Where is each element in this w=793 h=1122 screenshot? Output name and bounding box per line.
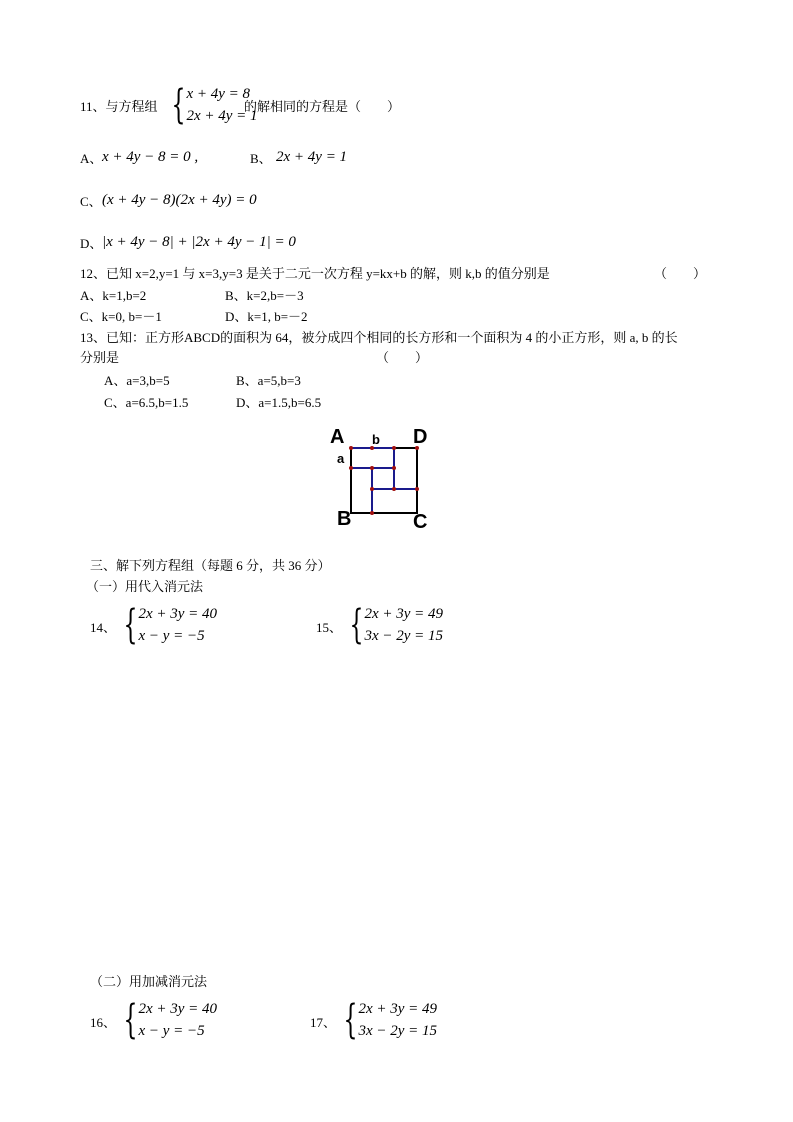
q13-option-d: D、a=1.5,b=6.5 — [236, 395, 322, 410]
q17-brace: { — [343, 997, 358, 1043]
q17-system — [332, 998, 437, 1042]
q15-brace: { — [349, 602, 364, 648]
q13-answer-paren: （ ） — [376, 350, 429, 365]
q17-eq2: 3x − 2y = 15 — [358, 1023, 438, 1039]
section3-sub1: （一）用代入消元法 — [86, 579, 204, 594]
q11-option-d: |x + 4y − 8| + |2x + 4y − 1| = 0 — [102, 234, 296, 250]
q11-option-d-label: D、 — [80, 236, 103, 251]
q13-stem-line1: 13、已知：正方形ABCD的面积为 64，被分成四个相同的长方形和一个面积为 4 的小正方形，则 a, b 的长 — [80, 330, 678, 345]
section3-title: 三、解下列方程组（每题 6 分，共 36 分） — [90, 558, 331, 573]
q17-eq1: 2x + 3y = 49 — [358, 1001, 438, 1017]
q12-option-c: C、k=0, b=－1 — [80, 309, 162, 324]
fig-label-A: A — [330, 426, 345, 448]
fig-label-D: D — [413, 426, 428, 448]
q14-eq1: 2x + 3y = 40 — [138, 606, 218, 622]
q12-option-d: D、k=1, b=－2 — [225, 309, 308, 324]
q13-option-a: A、a=3,b=5 — [104, 373, 170, 388]
q11-option-b-label: B、 — [250, 151, 272, 166]
q16-system — [112, 998, 217, 1042]
q14-eq2: x − y = −5 — [138, 628, 205, 644]
q11-option-c: (x + 4y − 8)(2x + 4y) = 0 — [102, 192, 257, 208]
q11-brace: { — [171, 82, 186, 128]
q15-system — [338, 603, 443, 647]
fig-label-a: a — [337, 451, 345, 466]
q12-option-a: A、k=1,b=2 — [80, 288, 147, 303]
outer-square — [351, 448, 417, 513]
q11-option-a: x + 4y − 8 = 0 , — [102, 149, 199, 165]
q15-eq2: 3x − 2y = 15 — [364, 628, 444, 644]
q11-system — [160, 83, 258, 127]
q16-brace: { — [123, 997, 138, 1043]
q13-stem-line2: 分别是 — [80, 350, 120, 365]
inner-rectangles — [351, 448, 417, 513]
fig-label-C: C — [413, 511, 428, 533]
q16-eq1: 2x + 3y = 40 — [138, 1001, 218, 1017]
vertex-dots — [349, 446, 419, 515]
q16-eq2: x − y = −5 — [138, 1023, 205, 1039]
q13-option-c: C、a=6.5,b=1.5 — [104, 395, 189, 410]
q11-number: 11、与方程组 — [80, 99, 158, 114]
q11-option-b: 2x + 4y = 1 — [276, 149, 348, 165]
q14-system — [112, 603, 217, 647]
section3-sub2: （二）用加减消元法 — [90, 974, 208, 989]
q11-eq2: 2x + 4y = 1 — [186, 108, 258, 124]
q14-brace: { — [123, 602, 138, 648]
q11-option-c-label: C、 — [80, 194, 102, 209]
q15-number: 15、 — [316, 620, 343, 635]
q11-option-a-label: A、 — [80, 151, 103, 166]
q14-number: 14、 — [90, 620, 117, 635]
fig-label-B: B — [337, 508, 352, 530]
q12-stem: 12、已知 x=2,y=1 与 x=3,y=3 是关于二元一次方程 y=kx+b 的解，则 k,b 的值分别是 — [80, 266, 550, 281]
q11-eq1: x + 4y = 8 — [186, 86, 251, 102]
q15-eq1: 2x + 3y = 49 — [364, 606, 444, 622]
q12-answer-paren: （ ） — [654, 266, 707, 281]
q16-number: 16、 — [90, 1015, 117, 1030]
q12-option-b: B、k=2,b=－3 — [225, 288, 304, 303]
fig-label-b: b — [372, 432, 380, 447]
q13-option-b: B、a=5,b=3 — [236, 373, 301, 388]
q17-number: 17、 — [310, 1015, 337, 1030]
q11-stem-tail: 的解相同的方程是（ ） — [244, 99, 401, 114]
